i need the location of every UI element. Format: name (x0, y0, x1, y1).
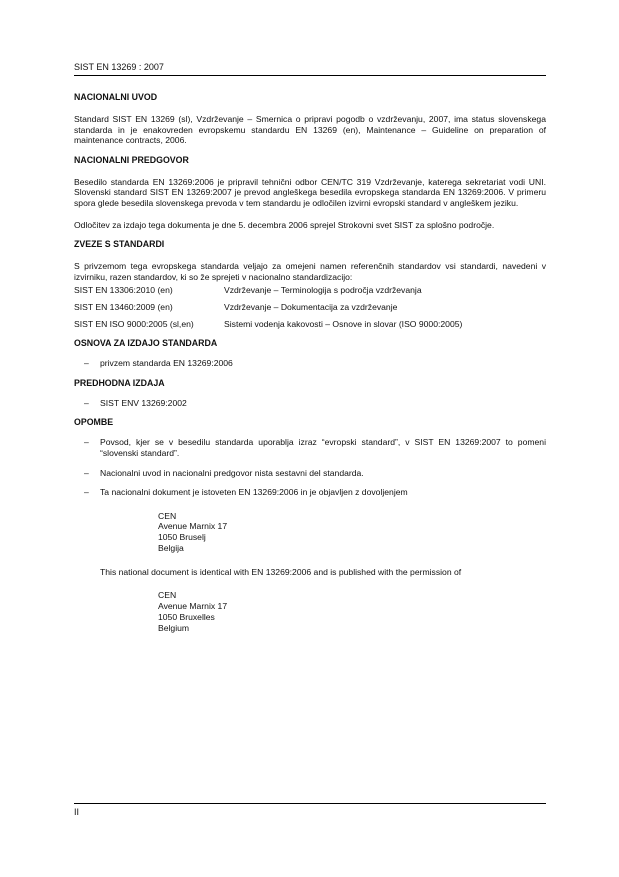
address-line: CEN (158, 590, 177, 601)
header-divider (74, 75, 546, 76)
predgovor-paragraph-2: Odločitev za izdajo tega dokumenta je dne 5. decembra 2006 sprejel Strokovni svet SIST za splošno področje. (74, 219, 495, 230)
page-number: II (74, 807, 80, 817)
heading-zveze-s-standardi: ZVEZE S STANDARDI (74, 239, 165, 250)
list-item (74, 468, 546, 479)
standard-row (74, 285, 546, 296)
standard-title: Vzdrževanje – Terminologija s področja vzdrževanja (224, 285, 422, 296)
heading-nacionalni-uvod: NACIONALNI UVOD (74, 92, 158, 102)
list-item (74, 487, 546, 498)
permission-statement-en: This national document is identical with EN 13269:2006 and is published with the permission of (100, 566, 462, 577)
address-line: Avenue Marnix 17 (158, 521, 228, 532)
standards-list (74, 285, 546, 329)
standard-code: SIST EN 13306:2010 (en) (74, 285, 173, 296)
address-block-en (158, 590, 546, 633)
standard-row (74, 319, 546, 330)
standard-code: SIST EN ISO 9000:2005 (sl,en) (74, 318, 194, 329)
dash-bullet: – (84, 467, 89, 478)
dash-bullet: – (84, 487, 89, 498)
list-item-text: Nacionalni uvod in nacionalni predgovor nista sestavni del standarda. (100, 467, 364, 478)
standard-code: SIST EN 13460:2009 (en) (74, 301, 173, 312)
list-item-text: privzem standarda EN 13269:2006 (100, 358, 233, 369)
list-item (74, 398, 546, 409)
list-item-text: Povsod, kjer se v besedilu standarda uporablja izraz “evropski standard”, v SIST EN 13269:2007 to pomeni “slovenski standard”. (100, 437, 546, 458)
address-line: 1050 Bruselj (158, 532, 206, 543)
list-item-text: Ta nacionalni dokument je istoveten EN 13269:2006 in je objavljen z dovoljenjem (100, 487, 408, 498)
dash-bullet: – (84, 358, 89, 369)
heading-osnova-za-izdajo: OSNOVA ZA IZDAJO STANDARDA (74, 338, 218, 349)
address-block-sl (158, 511, 546, 554)
dash-bullet: – (84, 397, 89, 408)
footer-divider (74, 803, 546, 804)
predgovor-paragraph-1: Besedilo standarda EN 13269:2006 je pripravil tehnični odbor CEN/TC 319 Vzdrževanje, katerega sekretariat vodi UNI. Slovenski standard SIST EN 13269:2007 je prevod angleškega besedila evropskega standarda EN 13269:2006. V primeru spora glede besedila slovenskega prevoda v tem standardu je odločilen izvirni evropski standard v angleškem jeziku. (74, 176, 546, 208)
zveze-intro: S privzemom tega evropskega standarda veljajo za omejeni namen referenčnih standardov vsi standardi, navedeni v izvirniku, razen standardov, ki so že sprejeti v nacionalno standardizacijo: (74, 261, 546, 282)
list-item (74, 358, 546, 369)
document-body (74, 92, 546, 634)
standard-title: Vzdrževanje – Dokumentacija za vzdrževanje (224, 301, 398, 312)
address-line: Belgija (158, 543, 184, 554)
standard-title: Sistemi vodenja kakovosti – Osnove in slovar (ISO 9000:2005) (224, 318, 463, 329)
address-line: Avenue Marnix 17 (158, 601, 228, 612)
dash-bullet: – (84, 437, 89, 448)
list-item (74, 437, 546, 458)
uvod-text: Standard SIST EN 13269 (sl), Vzdrževanje – Smernica o pripravi pogodb o vzdrževanju, 2007, ima status slovenskega standarda in je enakovreden evropskemu standardu EN 13269 (en), Maintenance – Guideline on preparation of maintenance contracts, 2006. (74, 114, 546, 146)
list-item-text: SIST ENV 13269:2002 (100, 397, 187, 408)
heading-predhodna-izdaja: PREDHODNA IZDAJA (74, 377, 165, 388)
heading-nacionalni-predgovor: NACIONALNI PREDGOVOR (74, 154, 189, 165)
standard-row (74, 302, 546, 313)
address-line: Belgium (158, 622, 190, 633)
address-line: 1050 Bruxelles (158, 612, 215, 623)
address-line: CEN (158, 510, 177, 521)
document-header-id: SIST EN 13269 : 2007 (74, 62, 164, 72)
heading-opombe: OPOMBE (74, 417, 114, 428)
